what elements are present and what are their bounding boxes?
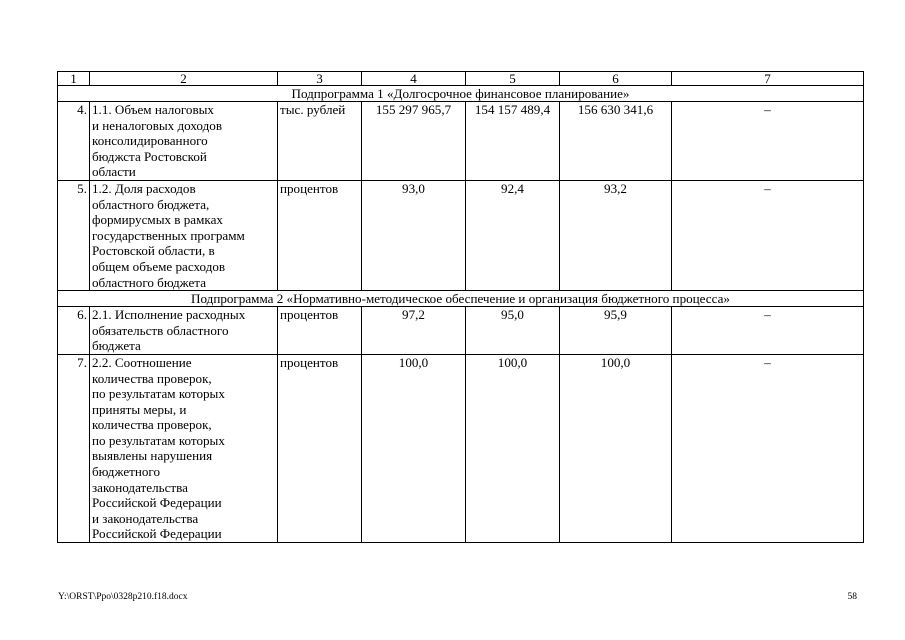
name-line: по результатам которых (92, 386, 225, 402)
value-col-4: 97,2 (362, 307, 466, 355)
name-line: общем объеме расходов (92, 258, 226, 274)
name-line: 2.2. Соотношение (92, 354, 192, 370)
unit-cell: тыс. рублей (278, 102, 362, 181)
value-col-6: 95,9 (560, 307, 672, 355)
column-number-row (58, 72, 864, 86)
value-col-4: 155 297 965,7 (362, 102, 466, 181)
name-line: обязательств областного (92, 322, 229, 338)
value-col-4: 93,0 (362, 180, 466, 290)
value-col-7: – (672, 307, 864, 355)
value-col-7: – (672, 354, 864, 542)
header-cell-1: 1 (58, 72, 90, 86)
row-number: 4. (58, 102, 90, 181)
value-col-6: 156 630 341,6 (560, 102, 672, 181)
name-line: выявлены нарушения (92, 448, 213, 464)
name-line: областного бюджета (92, 274, 207, 290)
indicator-name (90, 354, 278, 542)
name-line: законодательства (92, 479, 188, 495)
name-line: консолидированного (92, 133, 208, 149)
header-cell-5: 5 (466, 72, 560, 86)
value-col-5: 95,0 (466, 307, 560, 355)
subprogram-1-row (58, 86, 864, 102)
header-cell-7: 7 (672, 72, 864, 86)
name-line: и законодательства (92, 510, 199, 526)
subprogram-2-row (58, 291, 864, 307)
name-line: бюджета (92, 338, 141, 354)
header-cell-4: 4 (362, 72, 466, 86)
header-cell-6: 6 (560, 72, 672, 86)
indicator-name (90, 307, 278, 355)
name-line: бюджетного (92, 464, 160, 480)
name-line: Российской Федерации (92, 495, 222, 511)
table-row (58, 307, 864, 355)
table-row (58, 180, 864, 290)
name-line: 1.1. Объем налоговых (92, 102, 214, 117)
unit-cell: процентов (278, 307, 362, 355)
name-line: бюджста Ростовской (92, 148, 207, 164)
value-col-7: – (672, 102, 864, 181)
subprogram-2-title: Подпрограмма 2 «Нормативно-методическое обеспечение и организация бюджетного процесса» (58, 291, 864, 307)
unit-cell: процентов (278, 354, 362, 542)
value-col-6: 93,2 (560, 180, 672, 290)
value-col-7: – (672, 180, 864, 290)
name-line: Ростовской области, в (92, 243, 215, 259)
name-line: приняты меры, и (92, 401, 187, 417)
name-line: по результатам которых (92, 432, 225, 448)
name-line: области (92, 164, 136, 180)
value-col-5: 92,4 (466, 180, 560, 290)
unit-cell: процентов (278, 180, 362, 290)
table-row (58, 102, 864, 181)
value-col-5: 100,0 (466, 354, 560, 542)
name-line: количества проверок, (92, 417, 212, 433)
header-cell-2: 2 (90, 72, 278, 86)
subprogram-1-title: Подпрограмма 1 «Долгосрочное финансовое планирование» (58, 86, 864, 102)
indicator-name (90, 102, 278, 181)
row-number: 5. (58, 180, 90, 290)
name-line: 2.1. Исполнение расходных (92, 307, 246, 323)
table-row (58, 354, 864, 542)
name-line: формирусмых в рамках (92, 212, 223, 228)
value-col-6: 100,0 (560, 354, 672, 542)
page-number: 58 (847, 592, 857, 602)
name-line: и неналоговых доходов (92, 117, 222, 133)
indicators-table (57, 71, 864, 543)
name-line: государственных программ (92, 227, 245, 243)
row-number: 7. (58, 354, 90, 542)
name-line: Российской Федерации (92, 526, 222, 542)
name-line: областного бюджета, (92, 196, 210, 212)
indicator-name (90, 180, 278, 290)
row-number: 6. (58, 307, 90, 355)
value-col-4: 100,0 (362, 354, 466, 542)
name-line: количества проверок, (92, 370, 212, 386)
value-col-5: 154 157 489,4 (466, 102, 560, 181)
name-line: 1.2. Доля расходов (92, 180, 196, 196)
footer-file-path: Y:\ORST\Ppo\0328p210.f18.docx (58, 592, 188, 602)
header-cell-3: 3 (278, 72, 362, 86)
